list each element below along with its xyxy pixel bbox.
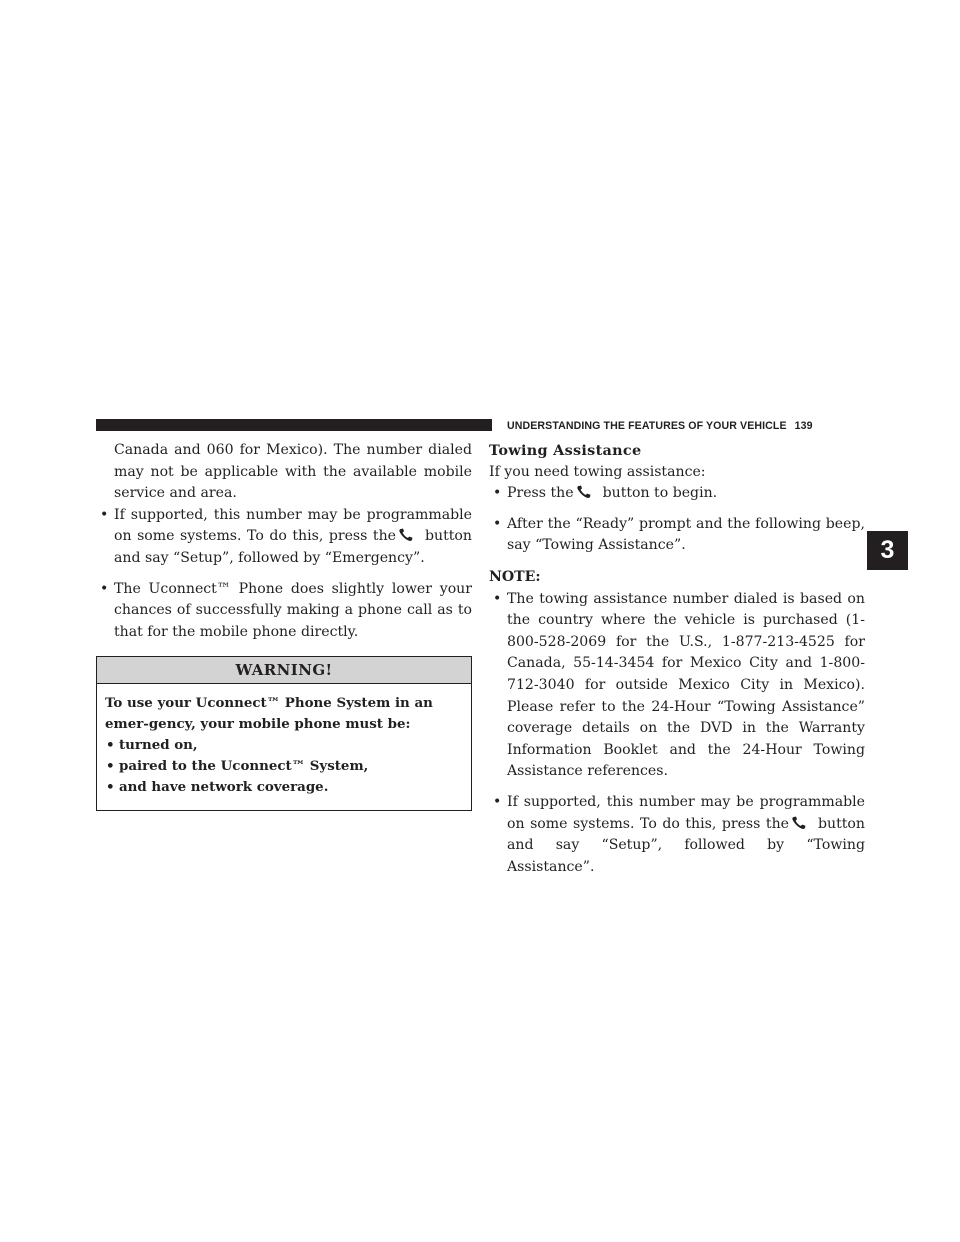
right-column bbox=[489, 440, 865, 878]
phone-icon bbox=[791, 816, 815, 830]
warning-title: WARNING! bbox=[97, 657, 471, 684]
page-number: 139 bbox=[794, 420, 813, 432]
list-item: • After the “Ready” prompt and the following beep, say “Towing Assistance”. bbox=[493, 515, 865, 554]
phone-icon bbox=[576, 485, 600, 499]
warning-box bbox=[96, 656, 472, 811]
left-bullet-list bbox=[96, 505, 472, 644]
phone-icon bbox=[398, 528, 422, 542]
warning-intro: To use your Uconnect™ Phone System in an emer-gency, your mobile phone must be: bbox=[105, 695, 433, 733]
list-item: • The towing assistance number dialed is based on the country where the vehicle is purchased (1-800-528-2069 for the U.S., 1-877-213-4525 for Canada, 55-14-3454 for Mexico City and 1-800-712-3040 for outside Mexico City in Mexico). Please refer to the 24-Hour “Towing Assistance” coverage details on the DVD in the Warranty Information Booklet and the 24-Hour Towing Assistance references. bbox=[493, 590, 865, 780]
list-item: • If supported, this number may be programmable on some systems. To do this, press the button and say “Setup”, followed by “Towing Assistance”. bbox=[493, 793, 865, 875]
list-item: • The Uconnect™ Phone does slightly lower your chances of successfully making a phone call as to that for the mobile phone directly. bbox=[100, 580, 472, 640]
right-bullet-list bbox=[489, 483, 865, 557]
list-item: • If supported, this number may be programmable on some systems. To do this, press the button and say “Setup”, followed by “Emergency”. bbox=[100, 506, 472, 566]
header-rule bbox=[96, 419, 492, 431]
list-item: • Press the button to begin. bbox=[493, 485, 718, 502]
section-heading: Towing Assistance bbox=[489, 442, 642, 459]
list-item: • turned on, bbox=[106, 737, 198, 754]
note-label: NOTE: bbox=[489, 568, 541, 585]
continuation-paragraph: Canada and 060 for Mexico). The number dialed may not be applicable with the available mobile service and area. bbox=[114, 442, 472, 502]
list-item: • paired to the Uconnect™ System, bbox=[106, 758, 369, 775]
chapter-tab: 3 bbox=[867, 531, 908, 570]
note-list bbox=[489, 589, 865, 879]
warning-list bbox=[105, 735, 463, 798]
running-header bbox=[507, 419, 869, 433]
left-column bbox=[96, 440, 472, 811]
list-item: • and have network coverage. bbox=[106, 779, 329, 796]
section-intro: If you need towing assistance: bbox=[489, 463, 706, 480]
header-title: UNDERSTANDING THE FEATURES OF YOUR VEHICLE bbox=[507, 420, 787, 432]
warning-body bbox=[97, 684, 471, 810]
